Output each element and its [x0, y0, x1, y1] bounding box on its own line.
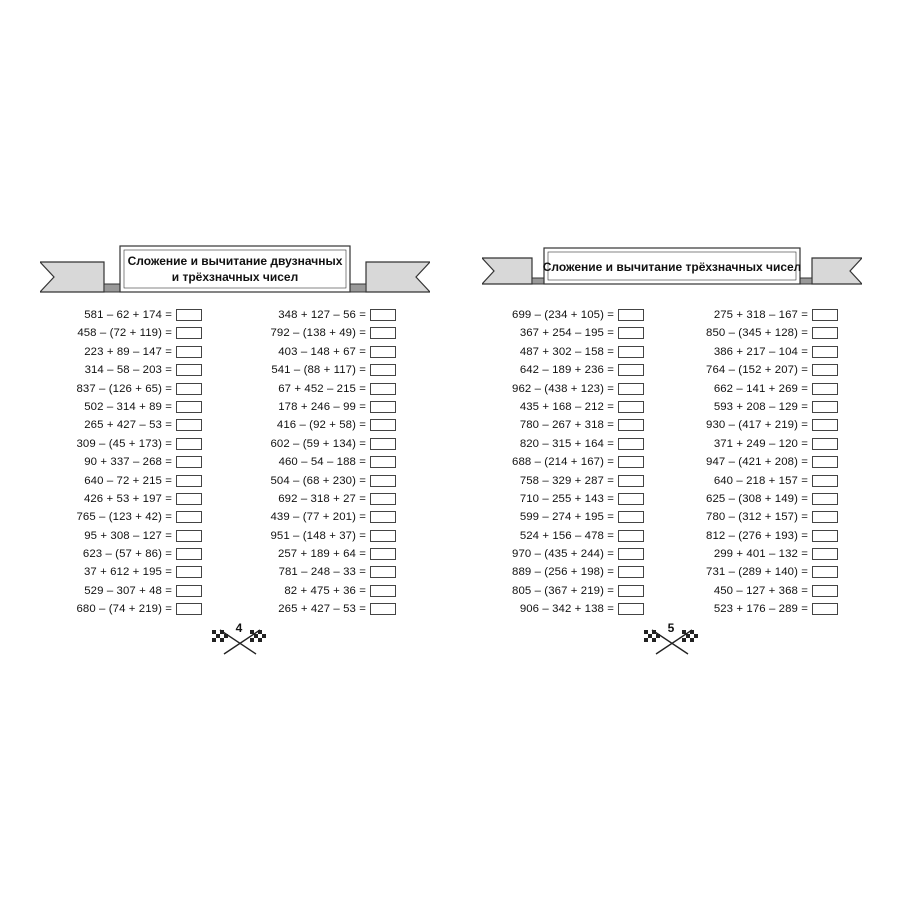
exercise-row	[196, 361, 396, 379]
exercise-expression: 426 + 53 + 197 =	[83, 492, 172, 505]
exercise-expression: 487 + 302 – 158 =	[519, 345, 614, 358]
answer-box[interactable]	[370, 585, 396, 597]
exercise-row	[444, 416, 644, 434]
exercise-row	[2, 600, 202, 618]
exercise-row	[638, 582, 838, 600]
exercise-expression: 640 – 72 + 215 =	[84, 474, 172, 487]
exercise-expression: 90 + 337 – 268 =	[84, 456, 172, 469]
exercise-expression: 764 – (152 + 207) =	[706, 364, 808, 377]
answer-box[interactable]	[812, 511, 838, 523]
exercise-expression: 850 – (345 + 128) =	[706, 327, 808, 340]
answer-box[interactable]	[812, 419, 838, 431]
exercise-expression: 275 + 318 – 167 =	[713, 309, 808, 321]
exercise-row	[2, 563, 202, 581]
exercise-expression: 371 + 249 – 120 =	[713, 437, 808, 450]
exercise-expression: 699 – (234 + 105) =	[512, 309, 614, 321]
page-title	[40, 253, 430, 285]
answer-box[interactable]	[812, 585, 838, 597]
exercise-row	[638, 343, 838, 361]
exercise-row	[444, 563, 644, 581]
answer-box[interactable]	[812, 401, 838, 413]
exercise-expression: 837 – (126 + 65) =	[76, 382, 172, 395]
exercise-expression: 314 – 58 – 203 =	[84, 364, 172, 377]
exercise-row	[2, 435, 202, 453]
exercise-row	[2, 527, 202, 545]
exercise-row	[638, 472, 838, 490]
exercise-expression: 758 – 329 + 287 =	[519, 474, 614, 487]
exercise-expression: 640 – 218 + 157 =	[713, 474, 808, 487]
exercise-expression: 581 – 62 + 174 =	[84, 309, 172, 321]
exercise-expression: 710 – 255 + 143 =	[519, 492, 614, 505]
page-footer	[210, 620, 270, 660]
exercise-expression: 599 – 274 + 195 =	[519, 511, 614, 524]
exercise-row	[196, 472, 396, 490]
exercise-row	[638, 306, 838, 324]
exercise-row	[638, 563, 838, 581]
exercise-column-1	[2, 306, 202, 619]
exercise-row	[2, 472, 202, 490]
title-banner	[482, 240, 862, 290]
exercise-expression: 889 – (256 + 198) =	[512, 566, 614, 579]
exercise-row	[444, 545, 644, 563]
exercise-expression: 906 – 342 + 138 =	[519, 603, 614, 616]
answer-box[interactable]	[812, 475, 838, 487]
exercise-expression: 523 + 176 – 289 =	[713, 603, 808, 616]
exercise-row	[638, 490, 838, 508]
answer-box[interactable]	[812, 383, 838, 395]
exercise-expression: 416 – (92 + 58) =	[276, 419, 366, 432]
title-banner	[40, 240, 430, 300]
page-number: 5	[667, 621, 675, 635]
exercise-expression: 962 – (438 + 123) =	[512, 382, 614, 395]
exercise-expression: 403 – 148 + 67 =	[278, 345, 366, 358]
exercise-row	[638, 508, 838, 526]
answer-box[interactable]	[370, 438, 396, 450]
exercise-expression: 812 – (276 + 193) =	[706, 529, 808, 542]
answer-box[interactable]	[812, 456, 838, 468]
exercise-expression: 930 – (417 + 219) =	[706, 419, 808, 432]
exercise-expression: 67 + 452 – 215 =	[278, 382, 366, 395]
exercise-row	[2, 324, 202, 342]
exercise-expression: 781 – 248 – 33 =	[278, 566, 366, 579]
exercise-row	[2, 380, 202, 398]
answer-box[interactable]	[370, 493, 396, 505]
page-footer	[642, 620, 702, 660]
exercise-expression: 82 + 475 + 36 =	[284, 584, 366, 597]
title-line-1: Сложение и вычитание двузначных	[127, 254, 343, 268]
exercise-row	[638, 453, 838, 471]
answer-box[interactable]	[370, 419, 396, 431]
answer-box[interactable]	[812, 309, 838, 321]
exercise-row	[444, 306, 644, 324]
exercise-row	[444, 582, 644, 600]
exercise-row	[638, 545, 838, 563]
exercise-row	[444, 435, 644, 453]
answer-box[interactable]	[370, 530, 396, 542]
exercise-row	[2, 398, 202, 416]
exercise-expression: 348 + 127 – 56 =	[278, 309, 366, 321]
exercise-row	[638, 435, 838, 453]
exercise-row	[638, 324, 838, 342]
exercise-expression: 820 – 315 + 164 =	[519, 437, 614, 450]
exercise-expression: 367 + 254 – 195 =	[519, 327, 614, 340]
answer-box[interactable]	[812, 603, 838, 615]
exercise-expression: 642 – 189 + 236 =	[519, 364, 614, 377]
exercise-row	[638, 361, 838, 379]
exercise-row	[196, 380, 396, 398]
exercise-expression: 504 – (68 + 230) =	[270, 474, 366, 487]
exercise-row	[196, 343, 396, 361]
exercise-column-2	[638, 306, 838, 619]
exercise-row	[196, 545, 396, 563]
exercise-row	[2, 416, 202, 434]
exercise-column-1	[444, 306, 644, 619]
exercise-row	[2, 508, 202, 526]
exercise-row	[2, 453, 202, 471]
answer-box[interactable]	[370, 309, 396, 321]
answer-box[interactable]	[812, 566, 838, 578]
answer-box[interactable]	[812, 327, 838, 339]
exercise-row	[196, 398, 396, 416]
exercise-row	[196, 582, 396, 600]
exercise-expression: 541 – (88 + 117) =	[271, 364, 366, 377]
exercise-row	[444, 380, 644, 398]
exercise-row	[196, 435, 396, 453]
exercise-row	[2, 361, 202, 379]
exercise-expression: 439 – (77 + 201) =	[270, 511, 366, 524]
exercise-expression: 765 – (123 + 42) =	[76, 511, 172, 524]
page-number: 4	[235, 621, 243, 635]
exercise-expression: 223 + 89 – 147 =	[84, 345, 172, 358]
right-page	[462, 240, 900, 670]
answer-box[interactable]	[370, 346, 396, 358]
exercise-expression: 386 + 217 – 104 =	[713, 345, 808, 358]
exercise-expression: 688 – (214 + 167) =	[512, 456, 614, 469]
exercise-row	[444, 324, 644, 342]
exercise-row	[2, 306, 202, 324]
exercise-expression: 602 – (59 + 134) =	[270, 437, 366, 450]
exercise-expression: 524 + 156 – 478 =	[519, 529, 614, 542]
exercise-row	[196, 600, 396, 618]
answer-box[interactable]	[370, 383, 396, 395]
exercise-row	[196, 508, 396, 526]
exercise-row	[444, 361, 644, 379]
exercise-expression: 593 + 208 – 129 =	[713, 400, 808, 413]
exercise-row	[638, 380, 838, 398]
exercise-row	[2, 582, 202, 600]
answer-box[interactable]	[812, 493, 838, 505]
exercise-row	[196, 306, 396, 324]
exercise-expression: 947 – (421 + 208) =	[706, 456, 808, 469]
answer-box[interactable]	[370, 456, 396, 468]
answer-box[interactable]	[370, 548, 396, 560]
exercise-row	[196, 324, 396, 342]
answer-box[interactable]	[812, 438, 838, 450]
exercise-expression: 792 – (138 + 49) =	[270, 327, 366, 340]
exercise-row	[444, 508, 644, 526]
answer-box[interactable]	[370, 327, 396, 339]
exercise-expression: 731 – (289 + 140) =	[706, 566, 808, 579]
exercise-expression: 529 – 307 + 48 =	[84, 584, 172, 597]
exercise-expression: 680 – (74 + 219) =	[76, 603, 172, 616]
exercise-row	[196, 527, 396, 545]
exercise-row	[638, 600, 838, 618]
exercise-row	[444, 343, 644, 361]
exercise-expression: 458 – (72 + 119) =	[77, 327, 172, 340]
answer-box[interactable]	[370, 475, 396, 487]
exercise-expression: 265 + 427 – 53 =	[84, 419, 172, 432]
exercise-expression: 265 + 427 – 53 =	[278, 603, 366, 616]
exercise-expression: 435 + 168 – 212 =	[519, 400, 614, 413]
answer-box[interactable]	[812, 548, 838, 560]
exercise-expression: 502 – 314 + 89 =	[84, 400, 172, 413]
exercise-row	[444, 453, 644, 471]
exercise-expression: 780 – 267 + 318 =	[519, 419, 614, 432]
exercise-row	[638, 398, 838, 416]
answer-box[interactable]	[370, 511, 396, 523]
exercise-expression: 309 – (45 + 173) =	[76, 437, 172, 450]
answer-box[interactable]	[370, 401, 396, 413]
exercise-expression: 780 – (312 + 157) =	[706, 511, 808, 524]
exercise-expression: 460 – 54 – 188 =	[278, 456, 366, 469]
exercise-row	[444, 490, 644, 508]
title-line-2: и трёхзначных чисел	[171, 270, 299, 284]
exercise-row	[638, 527, 838, 545]
exercise-row	[2, 545, 202, 563]
exercise-row	[2, 490, 202, 508]
exercise-expression: 805 – (367 + 219) =	[512, 584, 614, 597]
exercise-row	[444, 600, 644, 618]
left-page	[20, 240, 460, 670]
exercise-expression: 178 + 246 – 99 =	[278, 400, 366, 413]
exercise-expression: 692 – 318 + 27 =	[278, 492, 366, 505]
page-title: Сложение и вычитание трёхзначных чисел	[542, 260, 802, 274]
exercise-row	[196, 453, 396, 471]
exercise-row	[444, 472, 644, 490]
exercise-row	[638, 416, 838, 434]
exercise-expression: 95 + 308 – 127 =	[84, 529, 172, 542]
exercise-row	[444, 527, 644, 545]
exercise-row	[2, 343, 202, 361]
answer-box[interactable]	[812, 364, 838, 376]
answer-box[interactable]	[812, 346, 838, 358]
exercise-expression: 951 – (148 + 37) =	[270, 529, 366, 542]
answer-box[interactable]	[370, 603, 396, 615]
exercise-expression: 625 – (308 + 149) =	[706, 492, 808, 505]
exercise-row	[196, 563, 396, 581]
exercise-expression: 257 + 189 + 64 =	[277, 548, 366, 561]
exercise-row	[196, 490, 396, 508]
answer-box[interactable]	[812, 530, 838, 542]
answer-box[interactable]	[370, 566, 396, 578]
exercise-expression: 450 – 127 + 368 =	[713, 584, 808, 597]
exercise-row	[444, 398, 644, 416]
exercise-expression: 299 + 401 – 132 =	[713, 548, 808, 561]
exercise-expression: 623 – (57 + 86) =	[82, 548, 172, 561]
exercise-expression: 970 – (435 + 244) =	[512, 548, 614, 561]
exercise-expression: 662 – 141 + 269 =	[713, 382, 808, 395]
exercise-column-2	[196, 306, 396, 619]
answer-box[interactable]	[370, 364, 396, 376]
exercise-expression: 37 + 612 + 195 =	[83, 566, 172, 579]
exercise-row	[196, 416, 396, 434]
